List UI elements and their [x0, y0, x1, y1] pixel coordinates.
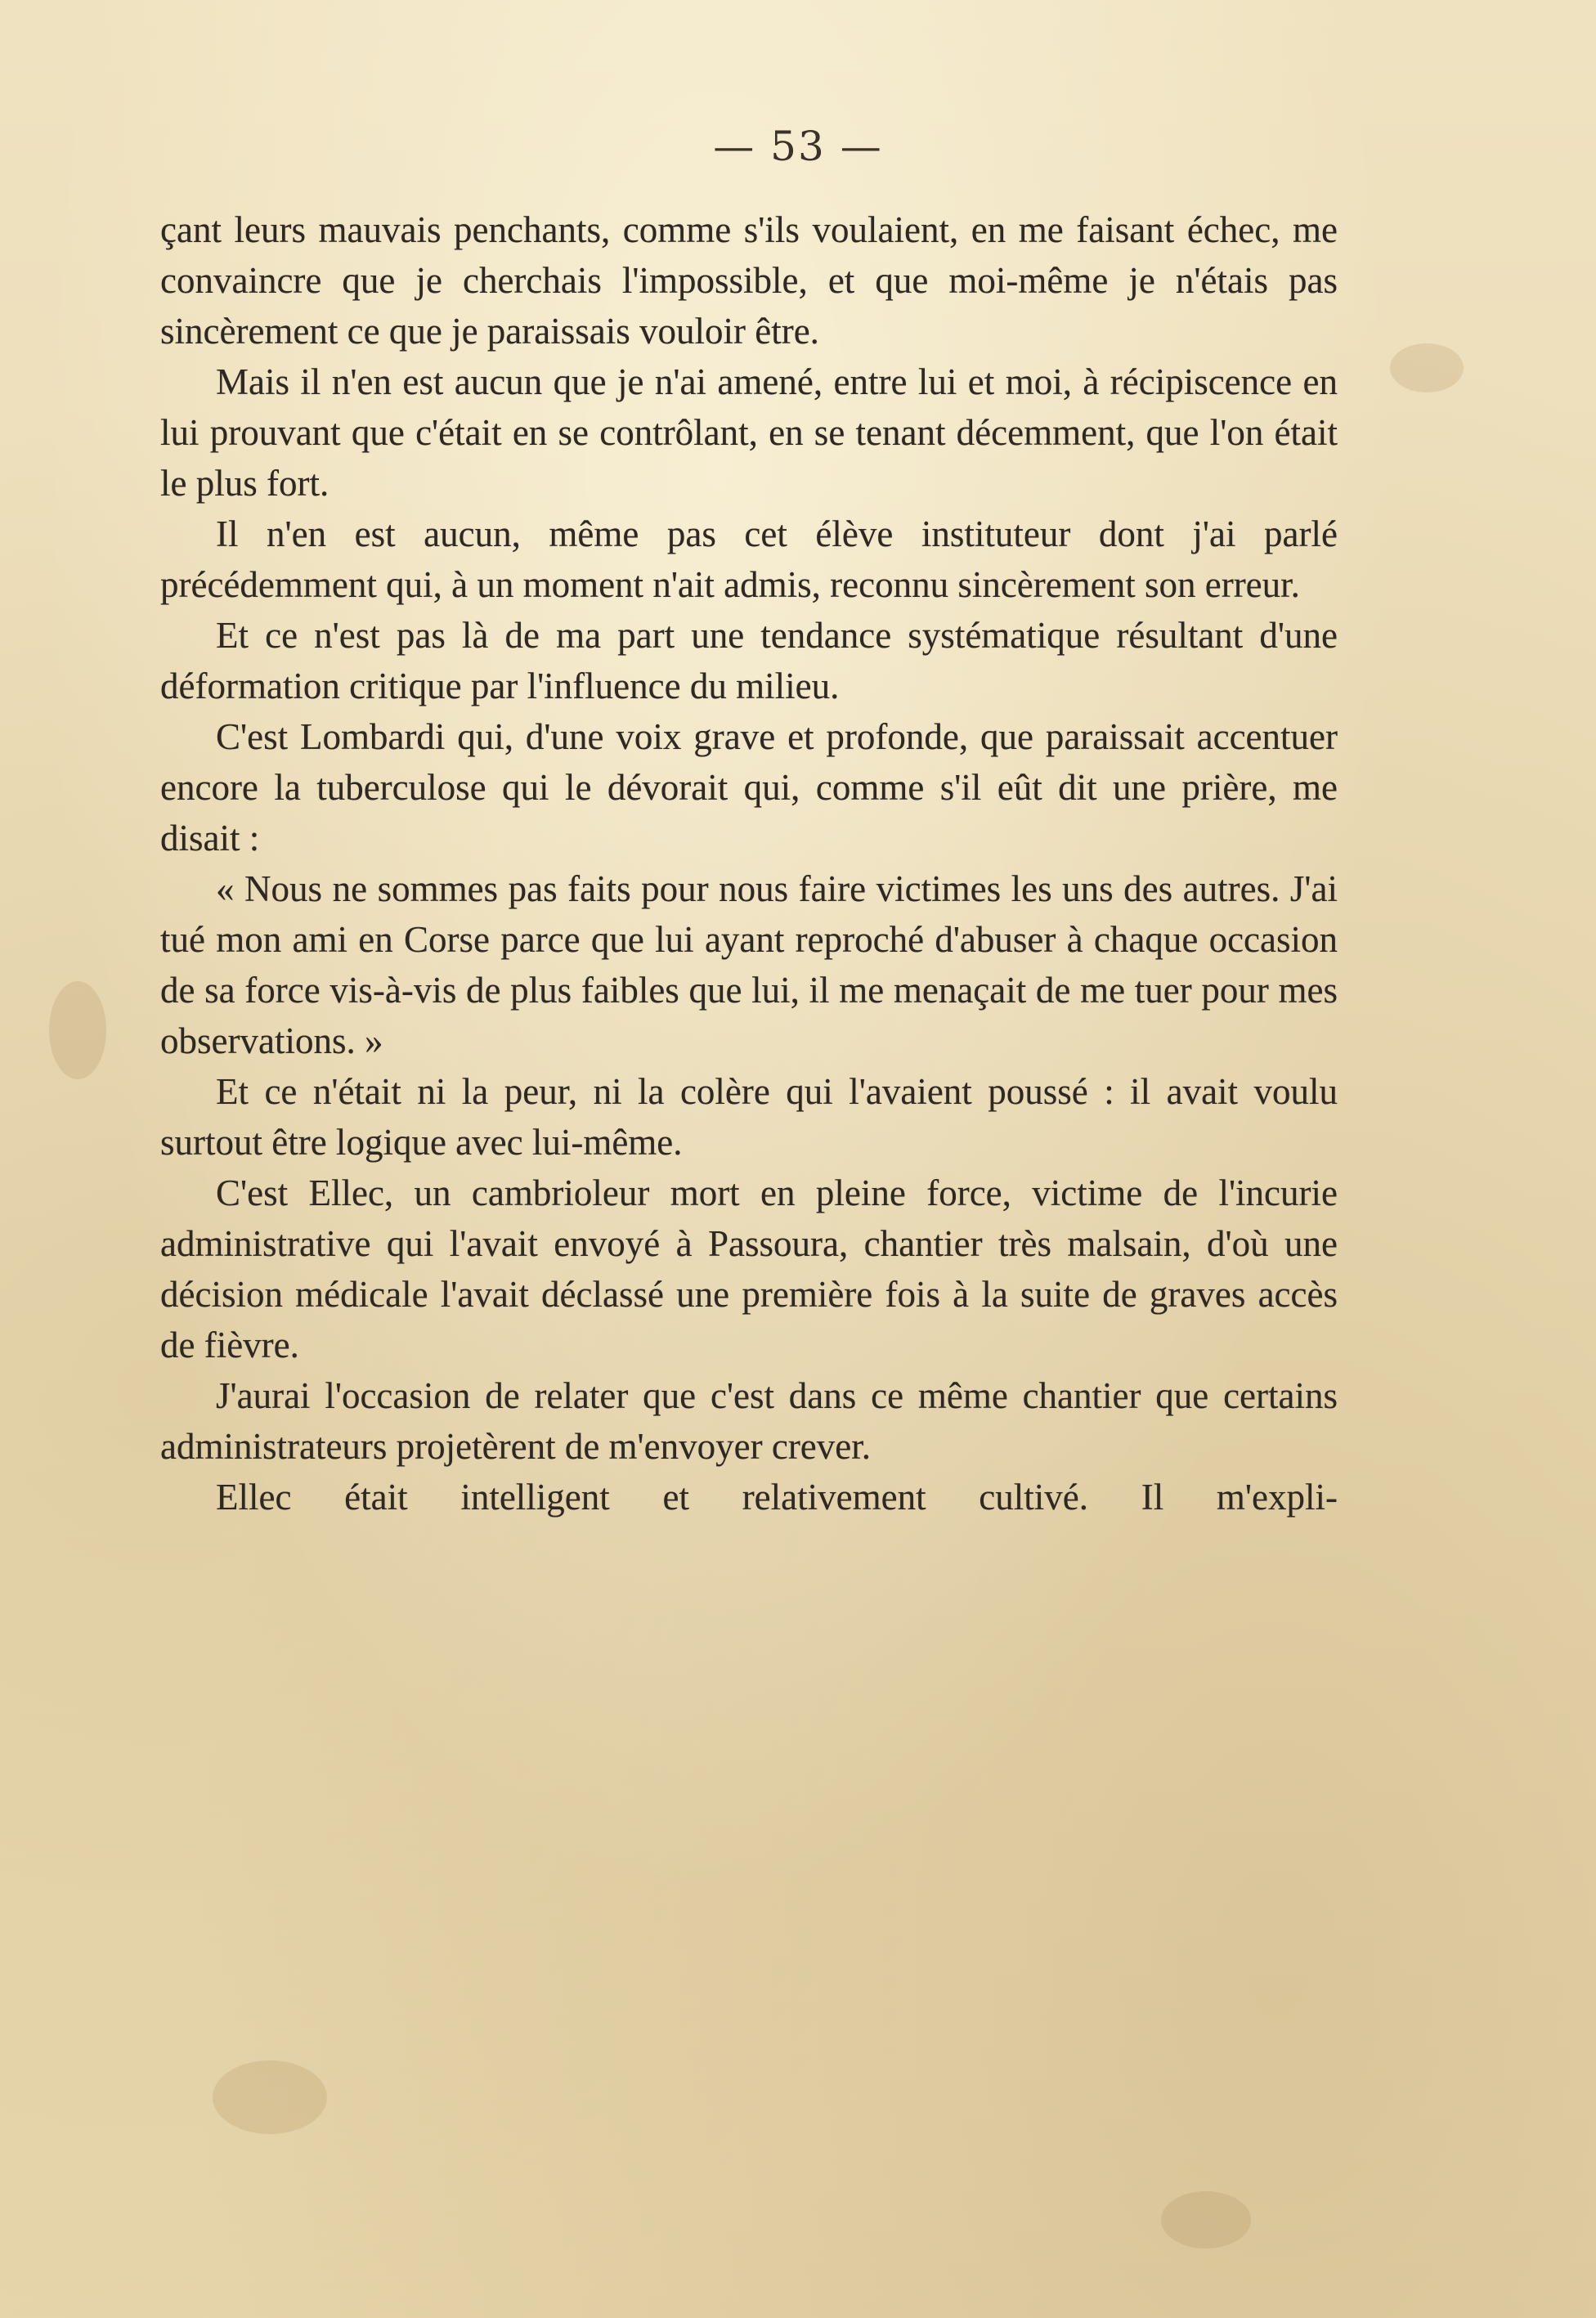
- paper-stain: [213, 2060, 327, 2134]
- paragraph: Il n'en est aucun, même pas cet élève instituteur dont j'ai parlé précédemment qui, à un moment n'ait admis, reconnu sincèrement son erreur.: [160, 513, 1338, 605]
- paper-stain: [1390, 343, 1464, 392]
- paragraph: C'est Ellec, un cambrioleur mort en pleine force, victime de l'incurie administrative qui l'avait envoyé à Passoura, chantier très malsain, d'où une décision médicale l'avait déclassé une première fois à la suite de graves accès de fièvre.: [160, 1172, 1338, 1365]
- paragraph: çant leurs mauvais penchants, comme s'ils voulaient, en me faisant échec, me convaincre que je cherchais l'impossible, et que moi-même je n'étais pas sincèrement ce que je paraissais vouloir être.: [160, 209, 1338, 352]
- paragraph: Et ce n'était ni la peur, ni la colère qui l'avaient poussé : il avait voulu surtout être logique avec lui-même.: [160, 1071, 1338, 1163]
- paragraph: C'est Lombardi qui, d'une voix grave et profonde, que paraissait accentuer encore la tuberculose qui le dévorait qui, comme s'il eût dit une prière, me disait :: [160, 716, 1338, 859]
- paragraph: Ellec était intelligent et relativement cultivé. Il m'expli-: [216, 1477, 1338, 1518]
- paragraph: J'aurai l'occasion de relater que c'est dans ce même chantier que certains administrateurs projetèrent de m'envoyer crever.: [160, 1375, 1338, 1467]
- paper-stain: [49, 981, 106, 1079]
- page-number: — 53 —: [713, 123, 883, 170]
- paper-stain: [1161, 2191, 1251, 2249]
- paragraph: « Nous ne sommes pas faits pour nous faire victimes les uns des autres. J'ai tué mon ami en Corse parce que lui ayant reproché d'abuser à chaque occasion de sa force vis-à-vis de plus faibles que lui, il me menaçait de me tuer pour mes observations. »: [160, 868, 1338, 1061]
- paragraph: Mais il n'en est aucun que je n'ai amené, entre lui et moi, à récipiscence en lui prouvant que c'était en se contrôlant, en se tenant décemment, que l'on était le plus fort.: [160, 361, 1338, 504]
- paragraph: Et ce n'est pas là de ma part une tendance systématique résultant d'une déformation critique par l'influence du milieu.: [160, 615, 1338, 706]
- body-text: [160, 204, 1338, 1522]
